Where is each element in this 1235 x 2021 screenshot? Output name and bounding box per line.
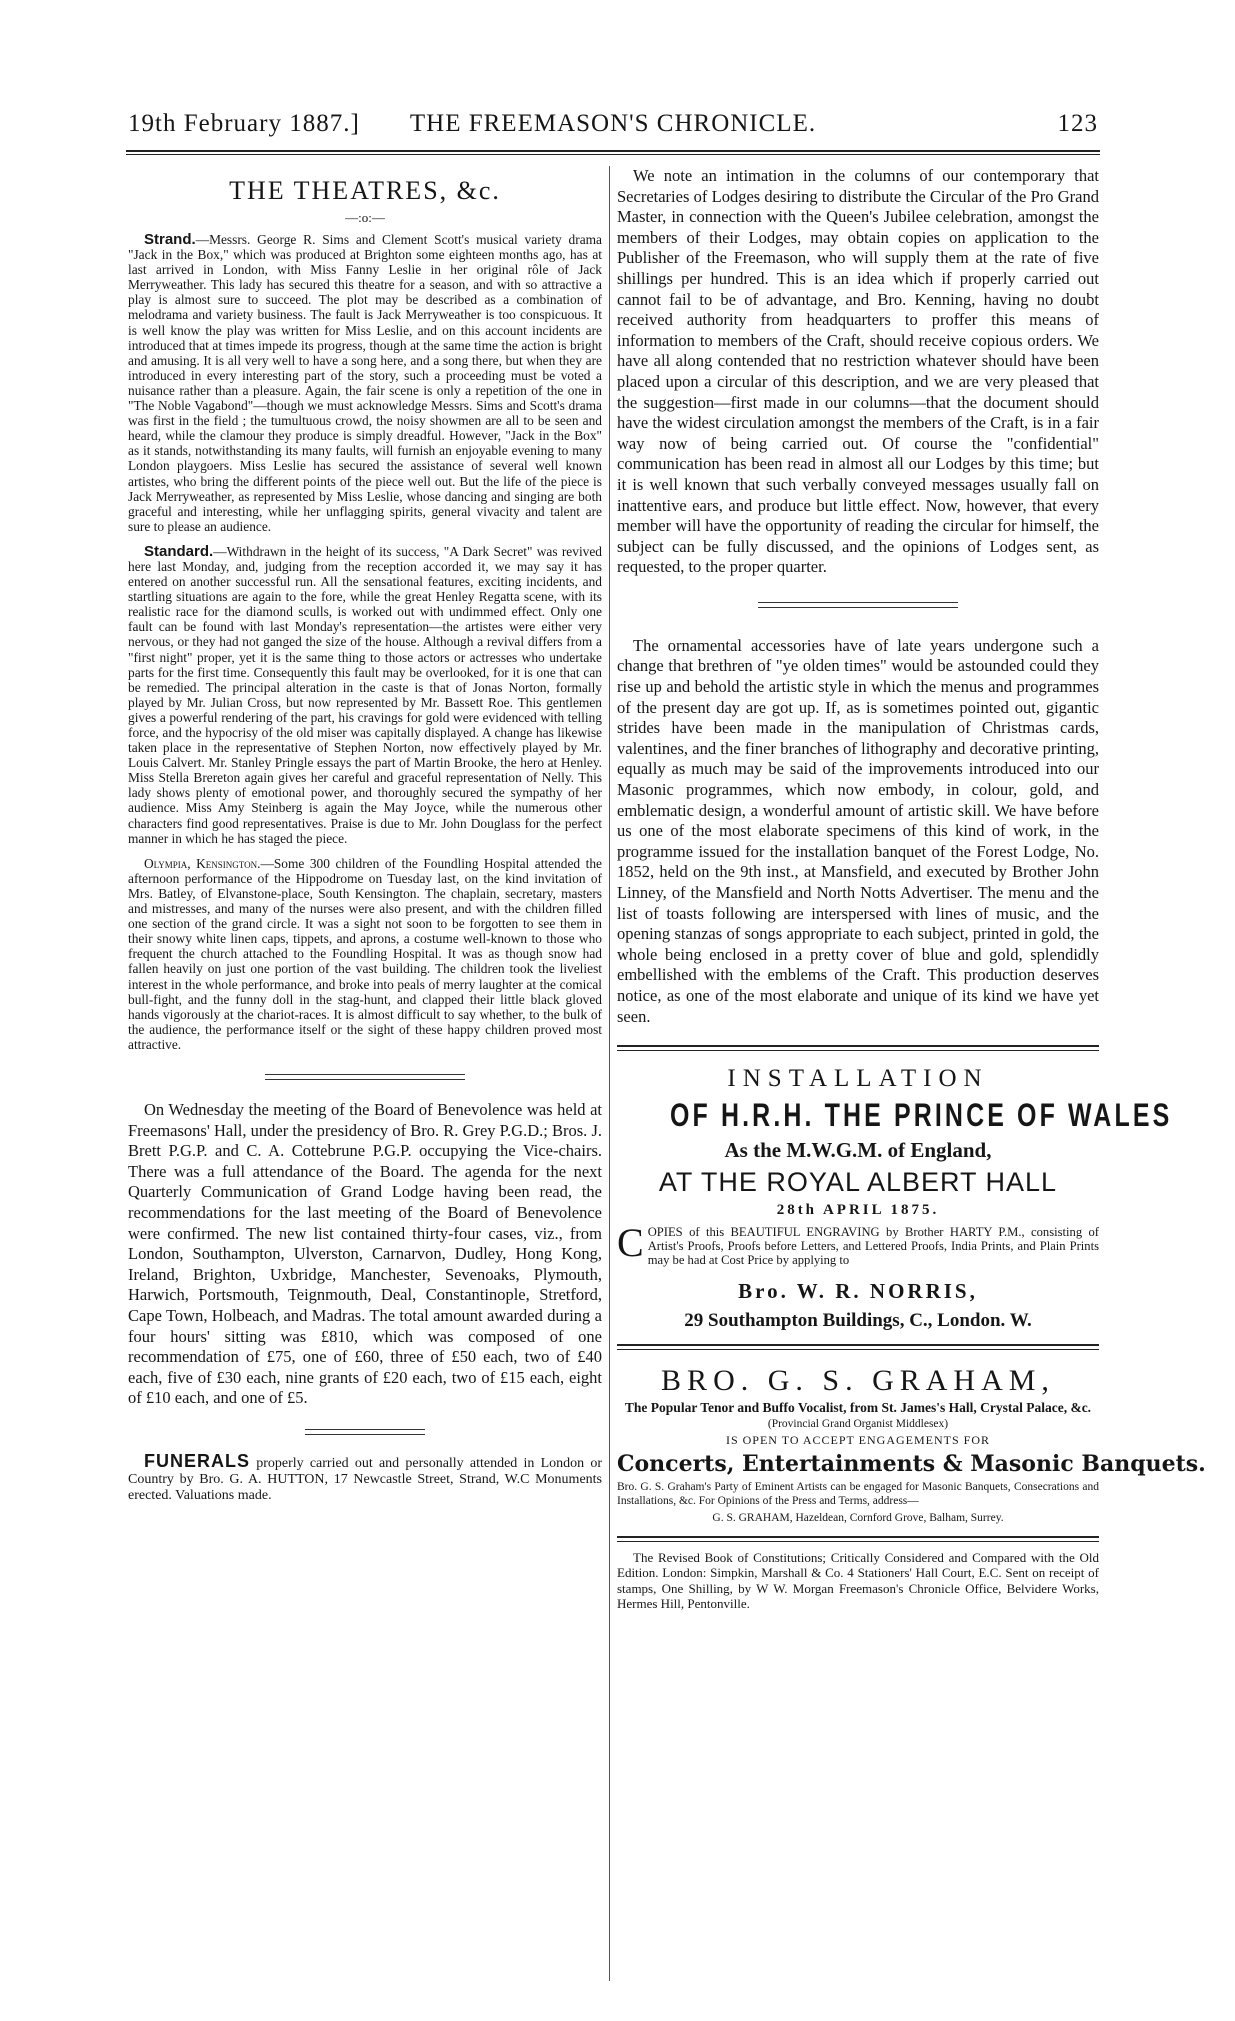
masthead-rule [126, 150, 1100, 155]
funerals-label: FUNERALS [144, 1450, 250, 1471]
advert-copies-body: OPIES of this BEAUTIFUL ENGRAVING by Brother HARTY P.M., consisting of Artist's Proofs, Proofs before Letters, and Lettered Proofs, India Prints, and Plain Prints may be had at Cost Price by applying to [647, 1225, 1099, 1268]
strand-article [128, 232, 602, 534]
section-separator [758, 602, 958, 608]
advert-graham-engagements: IS OPEN TO ACCEPT ENGAGEMENTS FOR [725, 1433, 991, 1448]
standard-article [128, 544, 602, 846]
drop-cap: C [617, 1220, 644, 1266]
graham-advert [617, 1364, 1206, 1525]
publication-title: THE FREEMASON'S CHRONICLE. [409, 110, 817, 137]
left-column [128, 166, 602, 1504]
advert-graham-party: Bro. G. S. Graham's Party of Eminent Artists can be engaged for Masonic Banquets, Consecrations and Installations, &c. For Opinions of the Press and Terms, address— [617, 1481, 1099, 1507]
advert-norris-name: Bro. W. R. NORRIS, [738, 1279, 978, 1304]
advert-graham-address: G. S. GRAHAM, Hazeldean, Cornford Grove, Balham, Surrey. [712, 1512, 1004, 1525]
funerals-advert [128, 1450, 602, 1504]
advert-graham-name: BRO. G. S. GRAHAM, [661, 1364, 1055, 1398]
advert-rule [617, 1045, 1099, 1051]
issue-date: 19th February 1887.] [128, 110, 360, 137]
installation-advert [617, 1065, 1173, 1332]
olympia-article [128, 856, 602, 1052]
circular-article: We note an intimation in the columns of our contemporary that Secretaries of Lodges desiring to distribute the Circular of the Pro Grand Master, in connection with the Queen's Jubilee celebration, amongst the members of their Lodges, may obtain copies on application to the Publisher of the Freemason, who will supply them at the rate of five shillings per hundred. This is an idea which if properly carried out cannot fail to be of advantage, and Bro. Kenning, having no doubt received authority from headquarters to proffer this means of information to members of the Craft, should receive copious orders. We have all along contended that no restriction whatever should have been placed upon a circular of this description, and we are very pleased that the suggestion—first made in our columns—that the document should have the widest circulation amongst the members of the Craft, is in a fair way now of being carried out. Of course the "confidential" communication has been read in almost all our Lodges by this time; but it is well known that such verbally conveyed messages usually fall on inattentive ears, and produce but little effect. Now, however, that every member will have the opportunity of reading the circular for himself, the subject can be fully discussed, and the opinions of Lodges sent, as requested, to the proper quarter. [617, 166, 1099, 577]
advert-rule [617, 1344, 1099, 1350]
section-separator [265, 1074, 465, 1080]
advert-as-line: As the M.W.G.M. of England, [724, 1138, 992, 1163]
advert-hall-line: AT THE ROYAL ALBERT HALL [658, 1167, 1058, 1198]
advert-norris-address: 29 Southampton Buildings, C., London. W. [684, 1310, 1032, 1332]
benevolence-article: On Wednesday the meeting of the Board of Benevolence was held at Freemasons' Hall, under the presidency of Bro. R. Grey P.G.D.; Bros. J. Brett P.G.P. and C. A. Cottebrune P.G.P. occupying the Vice-chairs. There was a full attendance of the Board. The agenda for the next Quarterly Communication of Grand Lodge having been read, the recommendations for the last meeting of the Board of Benevolence were confirmed. The new list contained thirty-four cases, viz., from London, Southampton, Ulverston, Carnarvon, Dudley, Hong Kong, Ireland, Brighton, Uxbridge, Manchester, Sevenoaks, Plymouth, Harwich, Portsmouth, Teignmouth, Deal, Constantinople, Stretford, Cape Town, Holbeach, and Madras. The total amount awarded during a four hours' sitting was £810, which was composed of one recommendation of £75, one of £60, three of £50 each, two of £40 each, five of £30 each, nine grants of £20 each, two of £15 each, eight of £10 each, and one of £5. [128, 1099, 602, 1408]
advert-prince-heading: OF H.R.H. THE PRINCE OF WALES [670, 1097, 1173, 1134]
advert-installation-heading: INSTALLATION [727, 1065, 989, 1093]
strand-text: —Messrs. George R. Sims and Clement Scott's musical variety drama "Jack in the Box," which was produced at Brighton some eighteen months ago, has at last arrived in London, with Miss Fanny Leslie in her original rôle of Jack Merryweather. This lady has secured this theatre for a season, and with so attractive a play is almost sure to succeed. The plot may be described as a combination of melodrama and variety business. The fault is Jack Merryweather is too conspicuous. It is well know the play was written for Miss Leslie, and on this account incidents are introduced that at times impede its progress, though at the same time the action is bright and amusing. It is all very well to have a song here, and a song there, but when they are introduced in every interesting part of the story, such a proceeding must be voted a nuisance rather than a pleasure. Again, the fair scene is only a repetition of the one in "The Noble Vagabond"—though we must acknowledge Messrs. Sims and Scott's drama was first in the field ; the tumultuous crowd, the noisy showmen are all to be seen and heard, while the clamour they produce is simply dreadful. However, "Jack in the Box" as it stands, notwithstanding its many faults, will furnish an enjoyable evening to many London playgoers. Miss Leslie has secured the assistance of several well known artistes, who bring the different points of the piece well out. But the life of the piece is Jack Merryweather, as represented by Miss Leslie, whose dancing and singing are both graceful and interesting, while her unflagging spirits, general vivacity and talent are sure to please an audience. [128, 232, 602, 534]
standard-text: —Withdrawn in the height of its success, "A Dark Secret" was revived here last Monday, and, judging from the reception accorded it, we may say it has entered on another successful run. All the sensational features, exciting incidents, and startling situations are again to the fore, while the great Henley Regatta scene, with its realistic race for the diamond sculls, is worked out with undimmed effect. Only one fault can be found with last Monday's representation—the artistes were either very nervous, or they had not ganged the size of the house. Although a revival differs from a "first night" proper, yet it is the same thing to those actors or actresses who undertake parts for the first time. Consequently this fault may be overlooked, for it is one that can be remedied. The principal alteration in the caste is that of Jonas Norton, formally played by Mr. Julian Cross, but now represented by Mr. Bassett Roe. This gentlemen gives a powerful rendering of the part, his cravings for gold were evidenced with telling force, and the hypocrisy of the old miser was capitally displayed. A change has likewise taken place in the representative of Stephen Norton, now effectively played by Mr. Louis Calvert. Mr. Stanley Pringle essays the part of Martin Brooke, the hero at Henley. Miss Stella Brereton again gives her careful and graceful representation of Nelly. This lady shows plenty of emotional power, and thoroughly secured the sympathy of her audience. Miss Amy Steinberg is again the May Joyce, while the numerous other characters find good representatives. Praise is due to Mr. John Douglass for the perfect manner in which he has staged the piece. [128, 543, 602, 846]
funerals-text: properly carried out and personally attended in London or Country by Bro. G. A. HUTTON, 17 Newcastle Street, Strand, W.C Monuments erected. Valuations made. [128, 1455, 602, 1503]
advert-rule [617, 1536, 1099, 1542]
olympia-label: Olympia, Kensington. [144, 855, 261, 871]
advert-graham-concerts: Concerts, Entertainments & Masonic Banquets. [617, 1451, 1206, 1478]
theatres-heading: THE THEATRES, &c. [229, 176, 501, 205]
constitutions-advert: The Revised Book of Constitutions; Critically Considered and Compared with the Old Edition. London: Simpkin, Marshall & Co. 4 Stationers' Hall Court, E.C. Sent on receipt of stamps, One Shilling, by W W. Morgan Freemason's Chronicle Office, Belvidere Works, Hermes Hill, Pentonville. [617, 1550, 1099, 1612]
advert-graham-organist: (Provincial Grand Organist Middlesex) [767, 1418, 949, 1431]
advert-copies-text [617, 1220, 1099, 1268]
page-number: 123 [1057, 110, 1098, 137]
ornamental-article: The ornamental accessories have of late years undergone such a change that brethren of "ye olden times" would be astounded could they rise up and behold the artistic style in which the menus and programmes of the present day are got up. If, as is sometimes pointed out, gigantic strides have been made in the manipulation of Christmas cards, valentines, and the finer branches of lithography and decorative printing, equally as much may be said of the improvements introduced into our Masonic programmes, which now embody, in colour, gold, and emblematic design, a wonderful amount of artistic skill. We have before us one of the most elaborate specimens of this kind of work, in the programme issued for the installation banquet of the Forest Lodge, No. 1852, held on the 9th inst., at Mansfield, and executed by Brother John Linney, of the Mansfield and North Notts Advertiser. The menu and the list of toasts following are interspersed with lines of music, and the opening stanzas of songs appropriate to each subject, printed in gold, the whole being enclosed in a pretty cover of blue and gold, splendidly embellished with the emblems of the Craft. This production deserves notice, as one of the most elaborate and unique of its kind we have yet seen. [617, 635, 1099, 1026]
column-divider [609, 166, 610, 1981]
right-column [617, 166, 1206, 1612]
heading-ornament: —:o:— [345, 210, 385, 225]
advert-graham-description: The Popular Tenor and Buffo Vocalist, from St. James's Hall, Crystal Palace, &c. [624, 1400, 1092, 1416]
olympia-text: —Some 300 children of the Foundling Hospital attended the afternoon performance of the Hippodrome on Tuesday last, on the kind invitation of Mrs. Batley, of Elvanstone-place, South Kensington. The chaplain, secretary, masters and mistresses, and many of the nurses were also present, and with the children filled one section of the grand circle. It was a sight not soon to be forgotten to see them in their snowy white linen caps, tippets, and aprons, a costume well-known to those who frequent the church attached to the Foundling Hospital. It was as though snow had fallen heavily on just one portion of the vast building. The children took the liveliest interest in the whole performance, and broke into peals of merry laughter at the comical bull-fight, and the funny doll in the stag-hunt, and clapped their little black gloved hands vigorously at the chariot-races. It is almost difficult to say whether, to the bulk of the audience, the performance itself or the sight of these happy children proved most attractive. [128, 855, 602, 1052]
strand-label: Strand. [144, 231, 196, 248]
advert-date-line: 28th APRIL 1875. [776, 1202, 940, 1219]
section-separator [305, 1429, 425, 1435]
standard-label: Standard. [144, 542, 214, 560]
masthead [128, 110, 1098, 144]
